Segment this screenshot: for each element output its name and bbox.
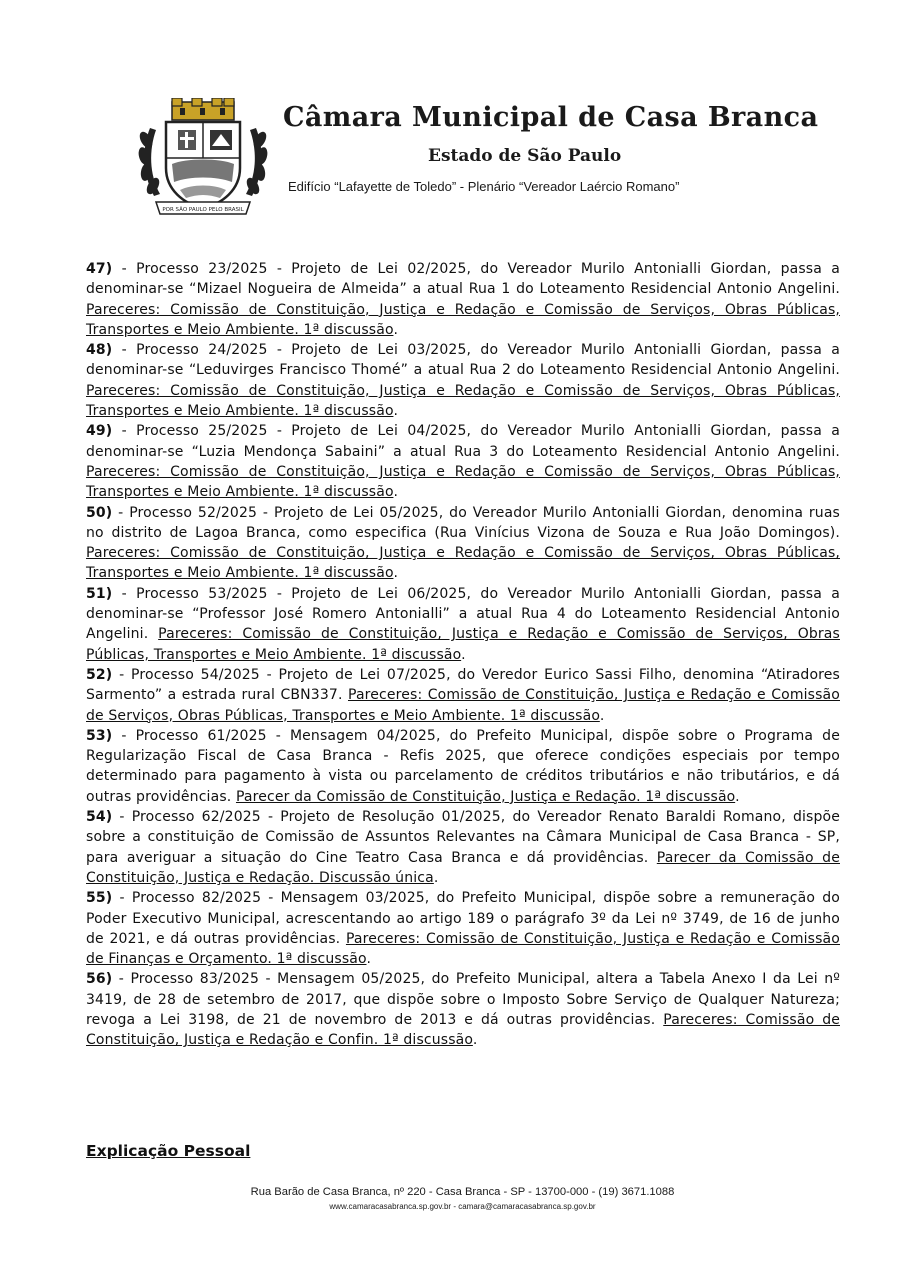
item-number: 56): [86, 971, 113, 988]
item-text: - Processo 52/2025 - Projeto de Lei 05/2025, do Vereador Murilo Antonialli Giordan, denomina ruas no distrito de Lagoa Branca, como especifica (Rua Vinícius Vizona de Souza e Rua João Domingos).: [86, 504, 840, 541]
municipal-coat-of-arms: [136, 98, 270, 220]
footer-address: Rua Barão de Casa Branca, nº 220 - Casa Branca - SP - 13700-000 - (19) 3671.1088: [250, 1186, 675, 1198]
org-building: Edifício “Lafayette de Toledo” - Plenário “Vereador Laércio Romano”: [288, 179, 680, 194]
item-opinion: Pareceres: Comissão de Constituição, Justiça e Redação e Comissão de Serviços, Obras Públicas, Transportes e Meio Ambiente. 1ª discussão: [86, 301, 840, 338]
org-state: Estado de São Paulo: [428, 146, 622, 166]
item-opinion: Pareceres: Comissão de Constituição, Justiça e Redação e Comissão de Serviços, Obras Públicas, Transportes e Meio Ambiente. 1ª discussão: [86, 463, 840, 501]
item-end: .: [735, 788, 740, 805]
item-opinion: Parecer da Comissão de Constituição, Justiça e Redação. Discussão única: [86, 849, 840, 886]
item-opinion: Parecer da Comissão de Constituição, Justiça e Redação. 1ª discussão: [235, 788, 736, 805]
item-text: - Processo 25/2025 - Projeto de Lei 04/2025, do Vereador Murilo Antonialli Giordan, passa a denominar-se “Luzia Mendonça Sabaini” a atual Rua 3 do Loteamento Residencial Antonio Angelini.: [86, 423, 840, 460]
agenda-item-52: [86, 665, 840, 726]
item-end: .: [599, 707, 605, 724]
item-number: 55): [86, 890, 113, 907]
agenda-item-50: [86, 503, 840, 584]
item-text: - Processo 54/2025 - Projeto de Lei 07/2025, do Veredor Eurico Sassi Filho, denomina “Atiradores Sarmento” a estrada rural CBN337.: [86, 666, 840, 704]
crest-motto: POR SÃO PAULO PELO BRASIL: [162, 207, 244, 213]
item-number: 51): [86, 585, 113, 602]
item-end: .: [366, 951, 372, 968]
item-opinion: Pareceres: Comissão de Constituição, Justiça e Redação e Comissão de Serviços, Obras Públicas, Transportes e Meio Ambiente. 1ª discussão: [86, 687, 840, 724]
item-end: .: [472, 1032, 478, 1049]
agenda-item-49: [86, 421, 840, 502]
item-number: 49): [86, 423, 113, 440]
item-number: 53): [86, 727, 113, 744]
item-text: - Processo 82/2025 - Mensagem 03/2025, do Prefeito Municipal, dispõe sobre a remuneração do Poder Executivo Municipal, acrescentando ao artigo 189 o parágrafo 3º da Lei nº 3749, de 16 de junho de 2021, e dá outras providências.: [86, 890, 840, 947]
item-end: .: [461, 646, 466, 663]
section-title: Explicação Pessoal: [86, 1142, 251, 1160]
item-text: - Processo 24/2025 - Projeto de Lei 03/2025, do Vereador Murilo Antonialli Giordan, passa a denominar-se “Leduvirges Francisco Thomé” a atual Rua 2 do Loteamento Residencial Antonio Angelini.: [86, 342, 840, 379]
item-end: .: [393, 403, 399, 420]
agenda-item-54: [86, 807, 840, 888]
item-text: - Processo 83/2025 - Mensagem 05/2025, do Prefeito Municipal, altera a Tabela Anexo I da Lei nº 3419, de 28 de setembro de 2017, que dispõe sobre o Imposto Sobre Serviço de Qualquer Natureza; revoga a Lei 3198, de 21 de novembro de 2013 e dá outras providências.: [86, 971, 840, 1028]
item-end: .: [393, 565, 399, 582]
agenda-item-56: [86, 969, 840, 1050]
item-text: - Processo 61/2025 - Mensagem 04/2025, do Prefeito Municipal, dispõe sobre o Programa de Regularização Fiscal de Casa Branca - Refis 2025, que oferece condições especiais por tempo determinado para pagamento à vista ou parcelamento de créditos tributários e não tributários, e dá outras providências.: [86, 727, 840, 805]
agenda-list: [86, 259, 840, 1051]
item-end: .: [433, 869, 439, 886]
agenda-item-55: [86, 888, 840, 969]
agenda-item-48: [86, 340, 840, 421]
org-name: Câmara Municipal de Casa Branca: [283, 102, 819, 133]
agenda-item-53: [86, 726, 840, 807]
letterhead: [0, 0, 905, 240]
item-end: .: [393, 484, 399, 501]
item-opinion: Pareceres: Comissão de Constituição, Justiça e Redação e Comissão de Serviços, Obras Públicas, Transportes e Meio Ambiente. 1ª discussão: [86, 545, 840, 582]
footer-web: www.camaracasabranca.sp.gov.br - camara@camaracasabranca.sp.gov.br: [329, 1202, 596, 1211]
item-number: 50): [86, 504, 113, 521]
item-opinion: Pareceres: Comissão de Constituição, Justiça e Redação e Comissão de Serviços, Obras Públicas, Transportes e Meio Ambiente. 1ª discussão: [86, 626, 840, 663]
item-number: 52): [86, 666, 113, 683]
item-number: 47): [86, 261, 113, 277]
item-text: - Processo 62/2025 - Projeto de Resolução 01/2025, do Vereador Renato Baraldi Romano, dispõe sobre a constituição de Comissão de Assuntos Relevantes na Câmara Municipal de Casa Branca - SP, para averiguar a situação do Cine Teatro Casa Branca e dá providências.: [86, 809, 840, 866]
item-text: - Processo 53/2025 - Projeto de Lei 06/2025, do Vereador Murilo Antonialli Giordan, passa a denominar-se “Professor José Romero Antonialli” a atual Rua 4 do Loteamento Residencial Antonio Angelini.: [86, 585, 840, 643]
item-number: 54): [86, 809, 113, 826]
item-number: 48): [86, 342, 113, 359]
item-opinion: Pareceres: Comissão de Constituição, Justiça e Redação e Comissão de Finanças e Orçamento. 1ª discussão: [86, 930, 840, 968]
agenda-item-47: [86, 259, 840, 340]
item-end: .: [393, 321, 399, 338]
item-opinion: Pareceres: Comissão de Constituição, Justiça e Redação e Comissão de Serviços, Obras Públicas, Transportes e Meio Ambiente. 1ª discussão: [86, 382, 840, 420]
item-opinion: Pareceres: Comissão de Constituição, Justiça e Redação e Confin. 1ª discussão: [86, 1011, 840, 1049]
agenda-item-51: [86, 584, 840, 665]
item-text: - Processo 23/2025 - Projeto de Lei 02/2025, do Vereador Murilo Antonialli Giordan, passa a denominar-se “Mizael Nogueira de Almeida” a atual Rua 1 do Loteamento Residencial Antonio Angelini.: [86, 261, 840, 298]
